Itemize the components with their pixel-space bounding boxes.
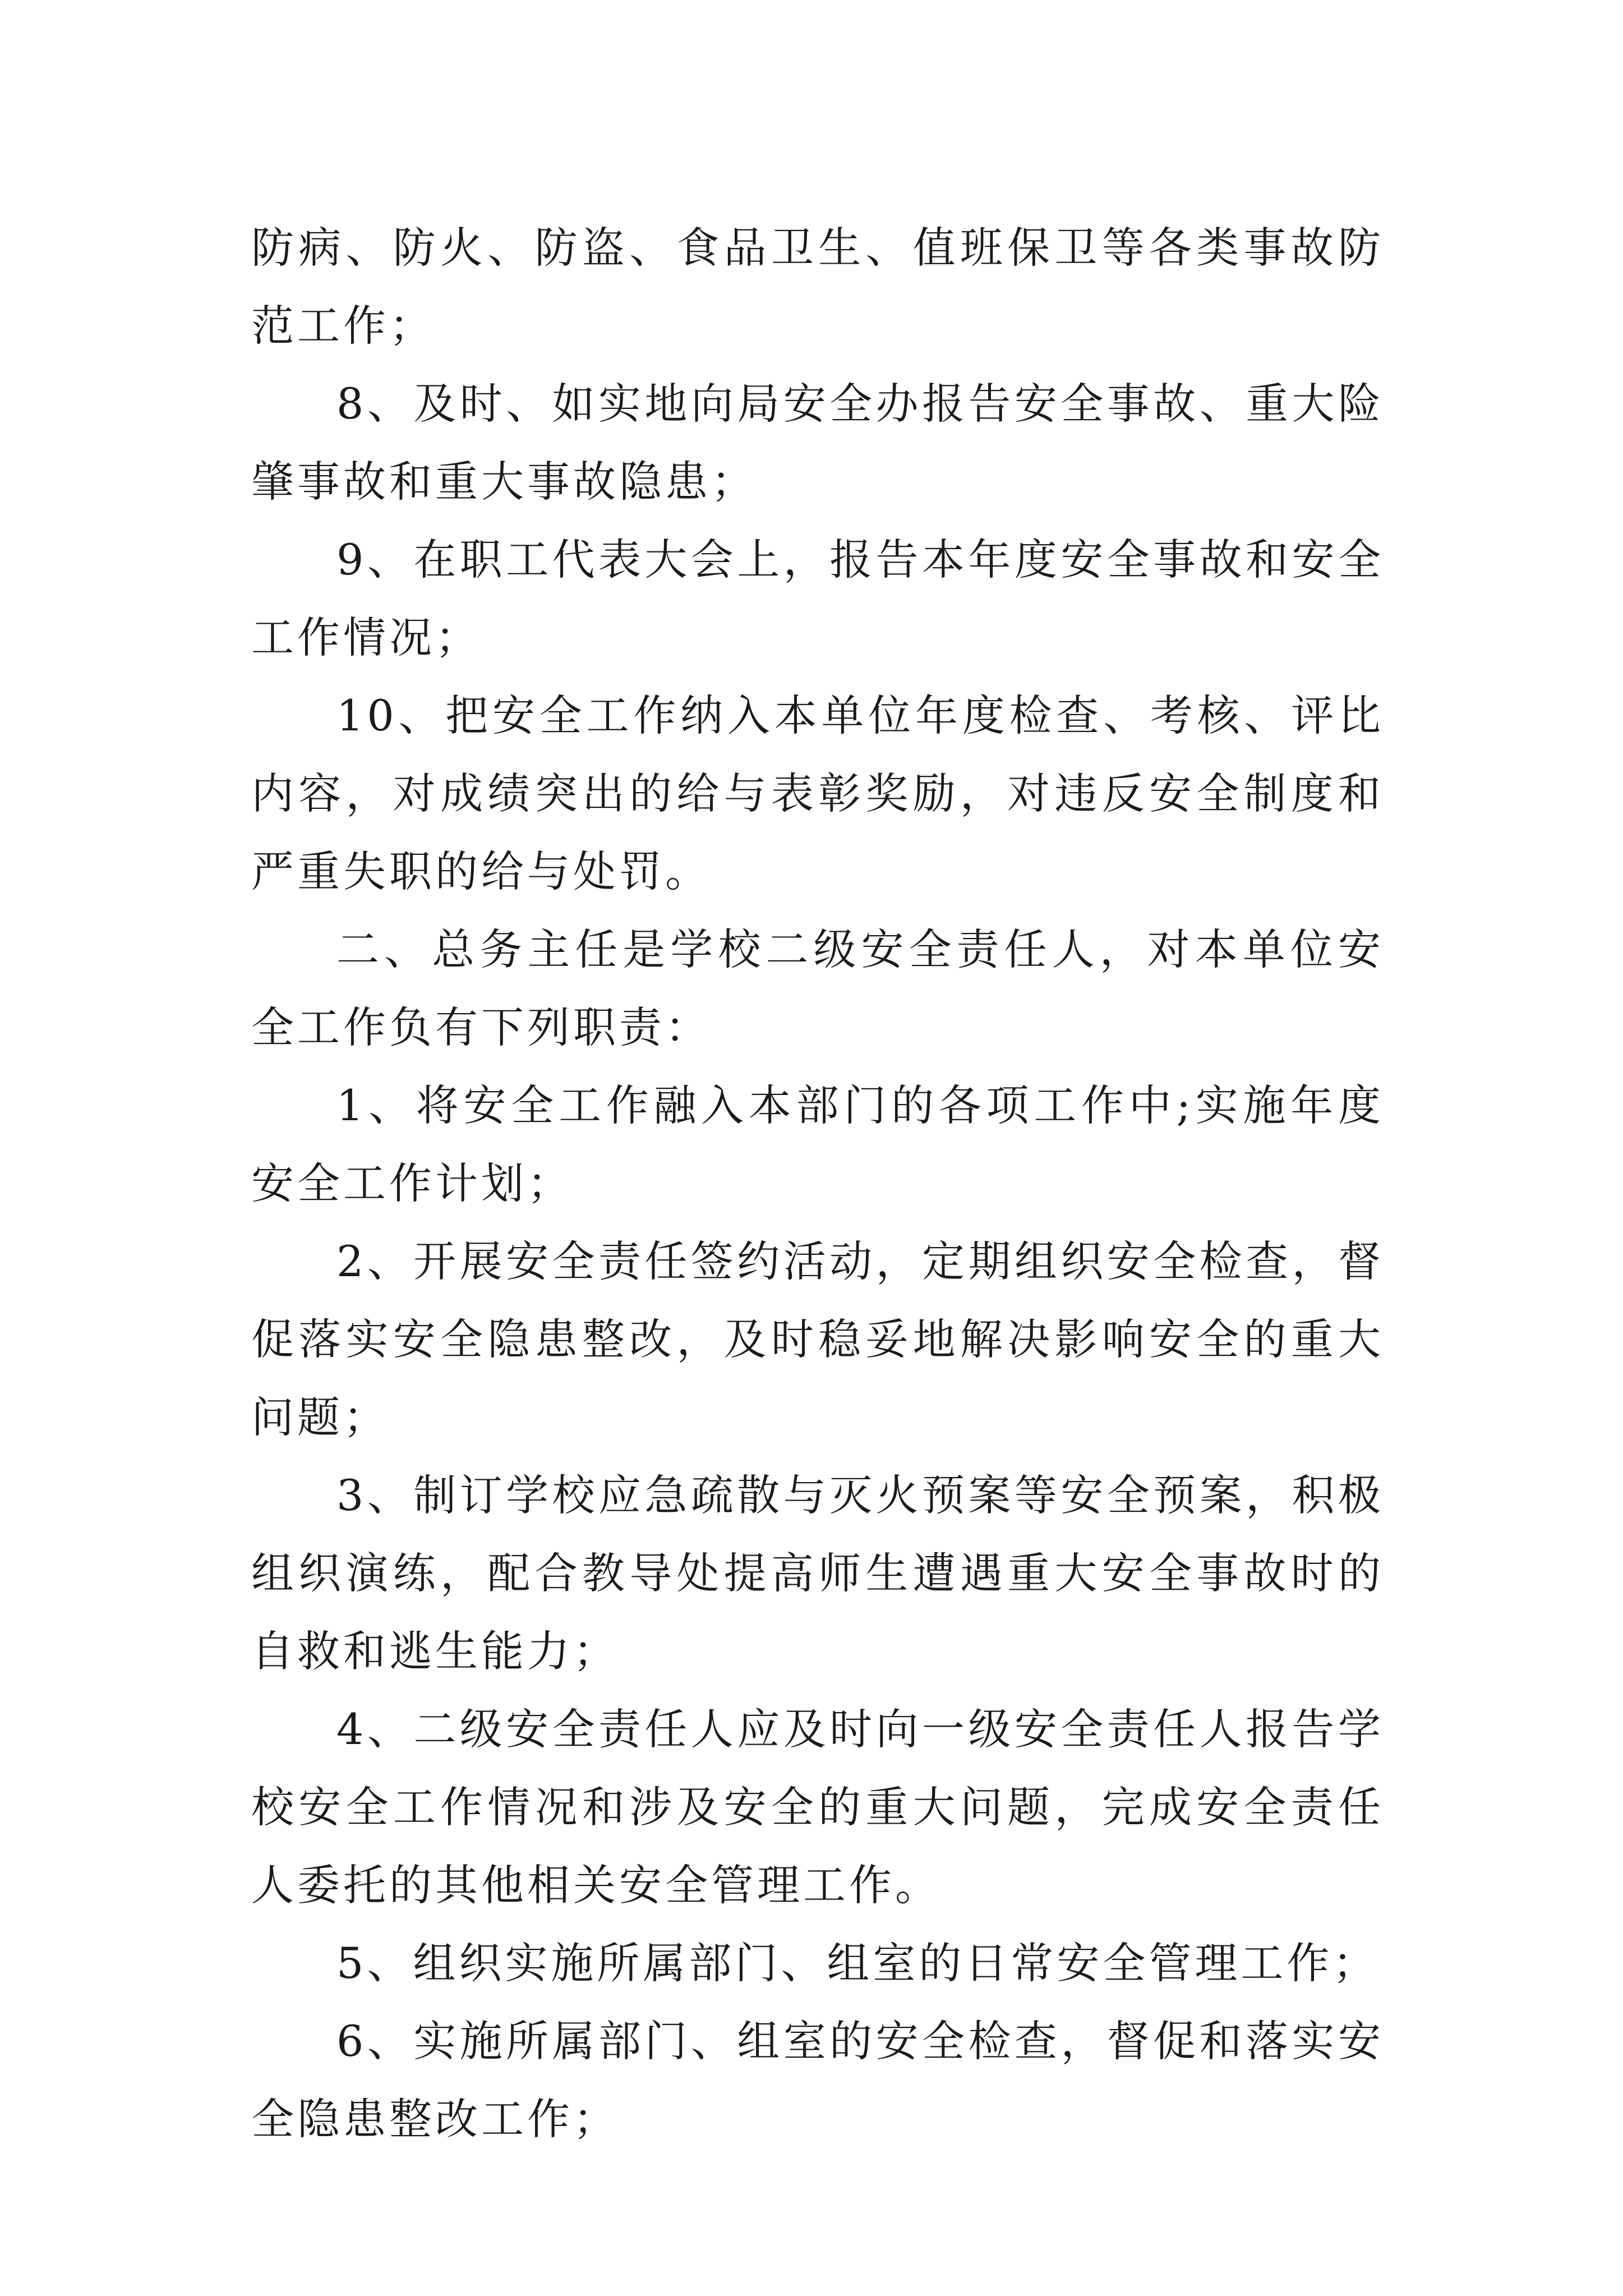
section-heading-2: 二、总务主任是学校二级安全责任人，对本单位安全工作负有下列职责：	[251, 924, 1384, 1052]
paragraph-item-9: 9、在职工代表大会上，报告本年度安全事故和安全工作情况；	[251, 535, 1384, 662]
paragraph-item-5: 5、组织实施所属部门、组室的日常安全管理工作；	[336, 1938, 1379, 1988]
paragraph-item-8: 8、及时、如实地向局安全办报告安全事故、重大险肇事故和重大事故隐患；	[251, 379, 1384, 507]
paragraph-item-1: 1、将安全工作融入本部门的各项工作中;实施年度安全工作计划；	[251, 1080, 1384, 1208]
paragraph-item-4: 4、二级安全责任人应及时向一级安全责任人报告学校安全工作情况和涉及安全的重大问题，完成安全责任人委托的其他相关安全管理工作。	[251, 1704, 1384, 1910]
paragraph-item-6: 6、实施所属部门、组室的安全检查，督促和落实安全隐患整改工作；	[251, 2016, 1384, 2144]
document-body	[251, 209, 1384, 2158]
paragraph-item-3: 3、制订学校应急疏散与灭火预案等安全预案，积极组织演练，配合教导处提高师生遭遇重大安全事故时的自救和逃生能力；	[251, 1470, 1384, 1676]
paragraph-item-10: 10、把安全工作纳入本单位年度检查、考核、评比内容，对成绩突出的给与表彰奖励，对违反安全制度和严重失职的给与处罚。	[251, 691, 1384, 896]
paragraph-continuation: 防病、防火、防盗、食品卫生、值班保卫等各类事故防范工作；	[251, 223, 1384, 351]
paragraph-item-2: 2、开展安全责任签约活动，定期组织安全检查，督促落实安全隐患整改，及时稳妥地解决影响安全的重大问题；	[251, 1236, 1384, 1442]
